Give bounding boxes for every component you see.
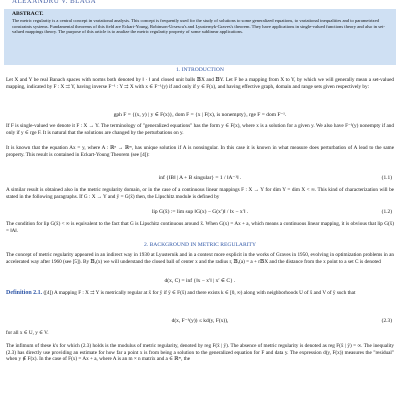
section-background-heading: 2. BACKGROUND IN METRIC REGULARITY <box>143 242 257 248</box>
intro-paragraph-1: Let X and Y be real Banach spaces with norms both denoted by ‖ · ‖ and closed unit balls 𝔹X and 𝔹Y. Let F be a mapping from X to Y, by which we will generally mean a set-valued mapping, indicated by F : X ⇉ Y, having inverse F⁻¹ : Y ⇉ X with x ∈ F⁻¹(y) if and only if y ∈ F(x), and having effective graph, domain and range sets given respectively by: <box>6 77 394 90</box>
definition-2-1 <box>6 290 394 297</box>
equation-2-3-number: (2.3) <box>381 318 392 324</box>
intro-paragraph-5: The condition for lip G(x̄) < ∞ is equivalent to the fact that G is Lipschitz continuous around x̄. When G(x) = Ax + a, which means a continuous linear mapping, it is obvious that lip G(x̄) = ‖A‖. <box>6 221 394 234</box>
abstract-box <box>4 9 396 65</box>
author-header: ALEXANDRU V. BLAGA <box>12 0 97 5</box>
equation-1-1: inf {‖B‖ | A + B singular} = 1 / ‖A⁻¹‖ . <box>158 175 242 181</box>
abstract-title: ABSTRACT. <box>12 11 44 17</box>
after-equation-2-3: for all x ∈ U, y ∈ V. <box>6 330 49 336</box>
intro-paragraph-4: A similar result is obtained also in the metric regularity domain, or in the case of a continuous linear mappings F : X → Y for dim Y = dim X < ∞. This kind of characterization will be stated in the following paragraphs. If G : X → Y and ȳ = G(x̄) then, the Lipschitz module is defined by <box>6 187 394 200</box>
background-paragraph-1: The concept of metric regularity appeared in an indirect way in 1930 at Lyusternik and in a context more explicit in the works of Graves in 1950, evolving in optimization problems in an accelerated way after 1960 (see [5]). By 𝔹ₐ(x) we will understand the closed ball of center x and the radius r, 𝔹ᵣ(a) = a + r𝔹X and the distance from the x point to a set C is denoted <box>6 252 394 265</box>
abstract-text: The metric regularity is a central concept in variational analysis. This concept is frequently used for the study of solutions to some generalized equations, to variational inequalities and to parametrized constraints systems. Fundamental theorems of this field are Eckart-Young, Robinson-Ursescu's and Lyusternyk-Graves's theorem. They have applications in single-valued functions theory and also in set-valued mappings theory. The purpose of this article is to analize the metric regularity property of some sublinear applications. <box>12 17 385 35</box>
equation-distance: d(x, C) = inf {‖x − x′‖ | x′ ∈ C} . <box>164 278 236 284</box>
section-introduction-heading: 1. INTRODUCTION <box>176 67 224 73</box>
equation-2-3: d(x, F⁻¹(y)) ≤ kd(y, F(x)), <box>171 318 229 324</box>
intro-paragraph-2: If F is single-valued we denote it F : X → Y. The terminology of "generalized equations" has the form y ∈ F(x), where x is a solution for a given y. We also have F⁻¹(y) nonempty if and only if y ∈ rge F. It is natural that the solutions are changed by the perturbations on y. <box>6 123 394 136</box>
definition-2-1-heading: Definition 2.1. <box>6 290 43 296</box>
equation-gph: gph F = {(x, y) | y ∈ F(x)}, dom F = {x | F(x), is nonempty}, rge F = dom F⁻¹. <box>113 112 287 118</box>
equation-1-2-number: (1.2) <box>381 209 392 215</box>
equation-1-1-number: (1.1) <box>381 175 392 181</box>
equation-1-2: lip G(x̄) := lim sup ‖G(x) − G(x′)‖ / ‖x − x′‖ . <box>151 209 249 215</box>
definition-2-1-text: ([4]) A mapping F : X ⇉ Y is metrically regular at x̄ for ȳ if ȳ ∈ F(x̄) and there exists k ∈ [0, ∞) along with neighborhoods U of x̄ and V of ȳ such that <box>43 290 356 296</box>
background-paragraph-2: The infimum of these k's for which (2.3) holds is the modulus of metric regularity, denoted by reg F(x̄ | ȳ). The absence of metric regularity is denoted as reg F(x̄ | ȳ) = ∞. The inequality (2.3) has directly use providing an estimate for how far a point x is from being a solution to the generalized equation for F and data y. The expression d(y, F(x)) measures the "residual" when y ∉ F(x). In the case of F(x) = Ax + a, where A is an m × n matrix and a ∈ ℝᵐ, the <box>6 343 394 363</box>
intro-paragraph-3: It is known that the equation Ax = y, where A : ℝⁿ → ℝᵐ, has unique solution if A is nonsingular. In this case it is known in what measure does perturbation of A lead to the same property. This result is contained in Eckart-Young Theorem (see [4]): <box>6 145 394 158</box>
